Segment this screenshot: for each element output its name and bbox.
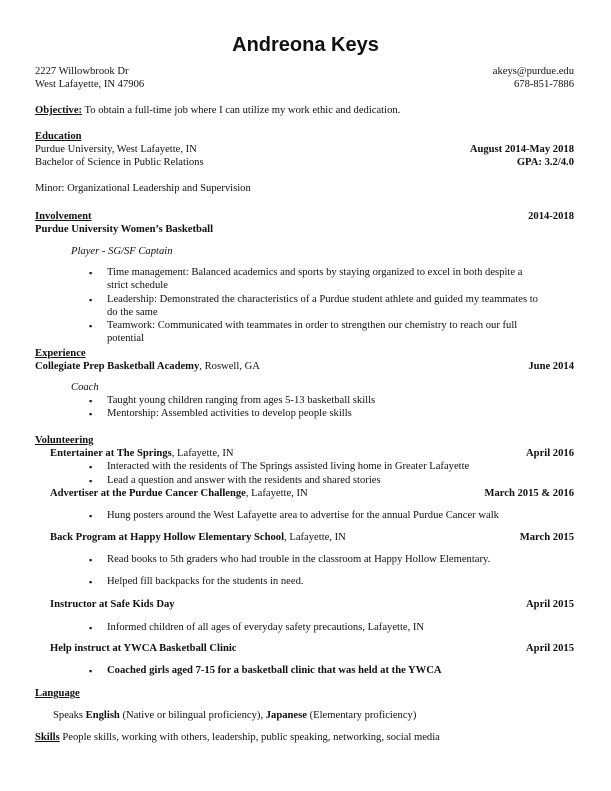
volunteer-entry-4-title (50, 599, 175, 612)
volunteer-entry-4-bullet-1: ▪ Informed children of all ages of everyday safety precautions, Lafayette, IN (107, 622, 424, 635)
volunteer-entry-5-dates: April 2015 (526, 643, 574, 654)
involvement-role: Player - SG/SF Captain (71, 246, 173, 257)
phone: 678-851-7886 (513, 79, 574, 90)
involvement-org: Purdue University Women’s Basketball (35, 224, 214, 235)
involvement-bullet-2-line2: do the same (107, 307, 158, 318)
volunteer-title: Advertiser at the Purdue Cancer Challenge (50, 488, 246, 499)
involvement-dates: 2014-2018 (528, 211, 574, 222)
involvement-bullet-3-line2: potential (107, 333, 145, 344)
volunteering-heading: Volunteering (35, 435, 94, 446)
volunteer-title: Back Program at Happy Hollow Elementary School (50, 532, 285, 543)
volunteer-title: Instructor at Safe Kids Day (50, 599, 175, 610)
language-text (53, 710, 416, 723)
objective-label: Objective: (35, 105, 83, 116)
experience-org: Collegiate Prep Basketball Academy (35, 361, 200, 372)
volunteer-location: , Lafayette, IN (284, 532, 346, 543)
volunteer-entry-3-title (50, 532, 346, 545)
volunteer-entry-1-dates: April 2016 (526, 448, 574, 459)
experience-bullet-2: ▪ Mentorship: Assembled activities to develop people skills (107, 408, 352, 421)
volunteer-entry-1-title (50, 448, 234, 461)
volunteer-entry-1-bullet-2: ▪ Lead a question and answer with the residents and shared stories (107, 475, 381, 488)
experience-location: , Roswell, GA (199, 361, 260, 372)
volunteer-entry-3-bullet-2: ▪ Helped fill backpacks for the students in need. (107, 576, 304, 589)
volunteer-entry-5-title (50, 643, 236, 656)
volunteer-entry-2-title (50, 488, 308, 501)
objective-text: To obtain a full-time job where I can utilize my work ethic and dedication. (82, 105, 401, 116)
involvement-bullet-1-line2: strict schedule (107, 280, 168, 291)
education-school: Purdue University, West Lafayette, IN (35, 144, 197, 155)
skills-label: Skills (35, 732, 60, 743)
address-line1: 2227 Willowbrook Dr (35, 66, 129, 77)
experience-org-line (35, 361, 260, 374)
education-gpa: GPA: 3.2/4.0 (516, 157, 574, 168)
language-pre: Speaks (53, 710, 86, 721)
skills-text: People skills, working with others, leadership, public speaking, networking, social media (59, 732, 440, 743)
volunteer-entry-4-dates: April 2015 (526, 599, 574, 610)
volunteer-entry-1-bullet-1: ▪ Interacted with the residents of The Springs assisted living home in Greater Lafayette (107, 461, 469, 474)
experience-role: Coach (71, 382, 99, 393)
volunteer-entry-3-dates: March 2015 (519, 532, 574, 543)
experience-heading: Experience (35, 348, 86, 359)
language-2: Japanese (265, 710, 307, 721)
address-line2: West Lafayette, IN 47906 (35, 79, 145, 90)
experience-bullet-1: ▪ Taught young children ranging from ages 5-13 basketball skills (107, 395, 375, 408)
education-degree: Bachelor of Science in Public Relations (35, 157, 204, 168)
volunteer-entry-3-bullet-1: ▪ Read books to 5th graders who had trouble in the classroom at Happy Hollow Elementary. (107, 554, 490, 567)
language-heading: Language (35, 688, 80, 699)
education-heading: Education (35, 131, 82, 142)
candidate-name: Andreona Keys (232, 34, 379, 56)
involvement-bullet-3-line1: ▪ Teamwork: Communicated with teammates in order to strengthen our chemistry to reach our full (107, 320, 517, 333)
experience-dates: June 2014 (528, 361, 574, 372)
volunteer-entry-5-bullet-1: ▪ Coached girls aged 7-15 for a basketball clinic that was held at the YWCA (107, 665, 442, 678)
volunteer-title: Entertainer at The Springs (50, 448, 172, 459)
email[interactable]: akeys@purdue.edu (492, 66, 574, 77)
volunteer-location: , Lafayette, IN (245, 488, 308, 499)
education-dates: August 2014-May 2018 (469, 144, 574, 155)
involvement-bullet-2-line1: ▪ Leadership: Demonstrated the characteristics of a Purdue student athlete and guided my teammates to (107, 294, 538, 307)
education-minor: Minor: Organizational Leadership and Supervision (35, 183, 251, 194)
objective (35, 105, 400, 118)
volunteer-entry-2-bullet-1: ▪ Hung posters around the West Lafayette area to advertise for the annual Purdue Cancer walk (107, 510, 499, 523)
skills (35, 732, 440, 745)
volunteer-location: , Lafayette, IN (171, 448, 234, 459)
language-1-level: (Native or bilingual proficiency), (119, 710, 266, 721)
language-2-level: (Elementary proficiency) (306, 710, 417, 721)
volunteer-entry-2-dates: March 2015 & 2016 (484, 488, 574, 499)
language-1: English (85, 710, 120, 721)
volunteer-title: Help instruct at YWCA Basketball Clinic (50, 643, 237, 654)
involvement-bullet-1-line1: ▪ Time management: Balanced academics and sports by staying organized to excel in both despite a (107, 267, 522, 280)
involvement-heading: Involvement (35, 211, 92, 222)
